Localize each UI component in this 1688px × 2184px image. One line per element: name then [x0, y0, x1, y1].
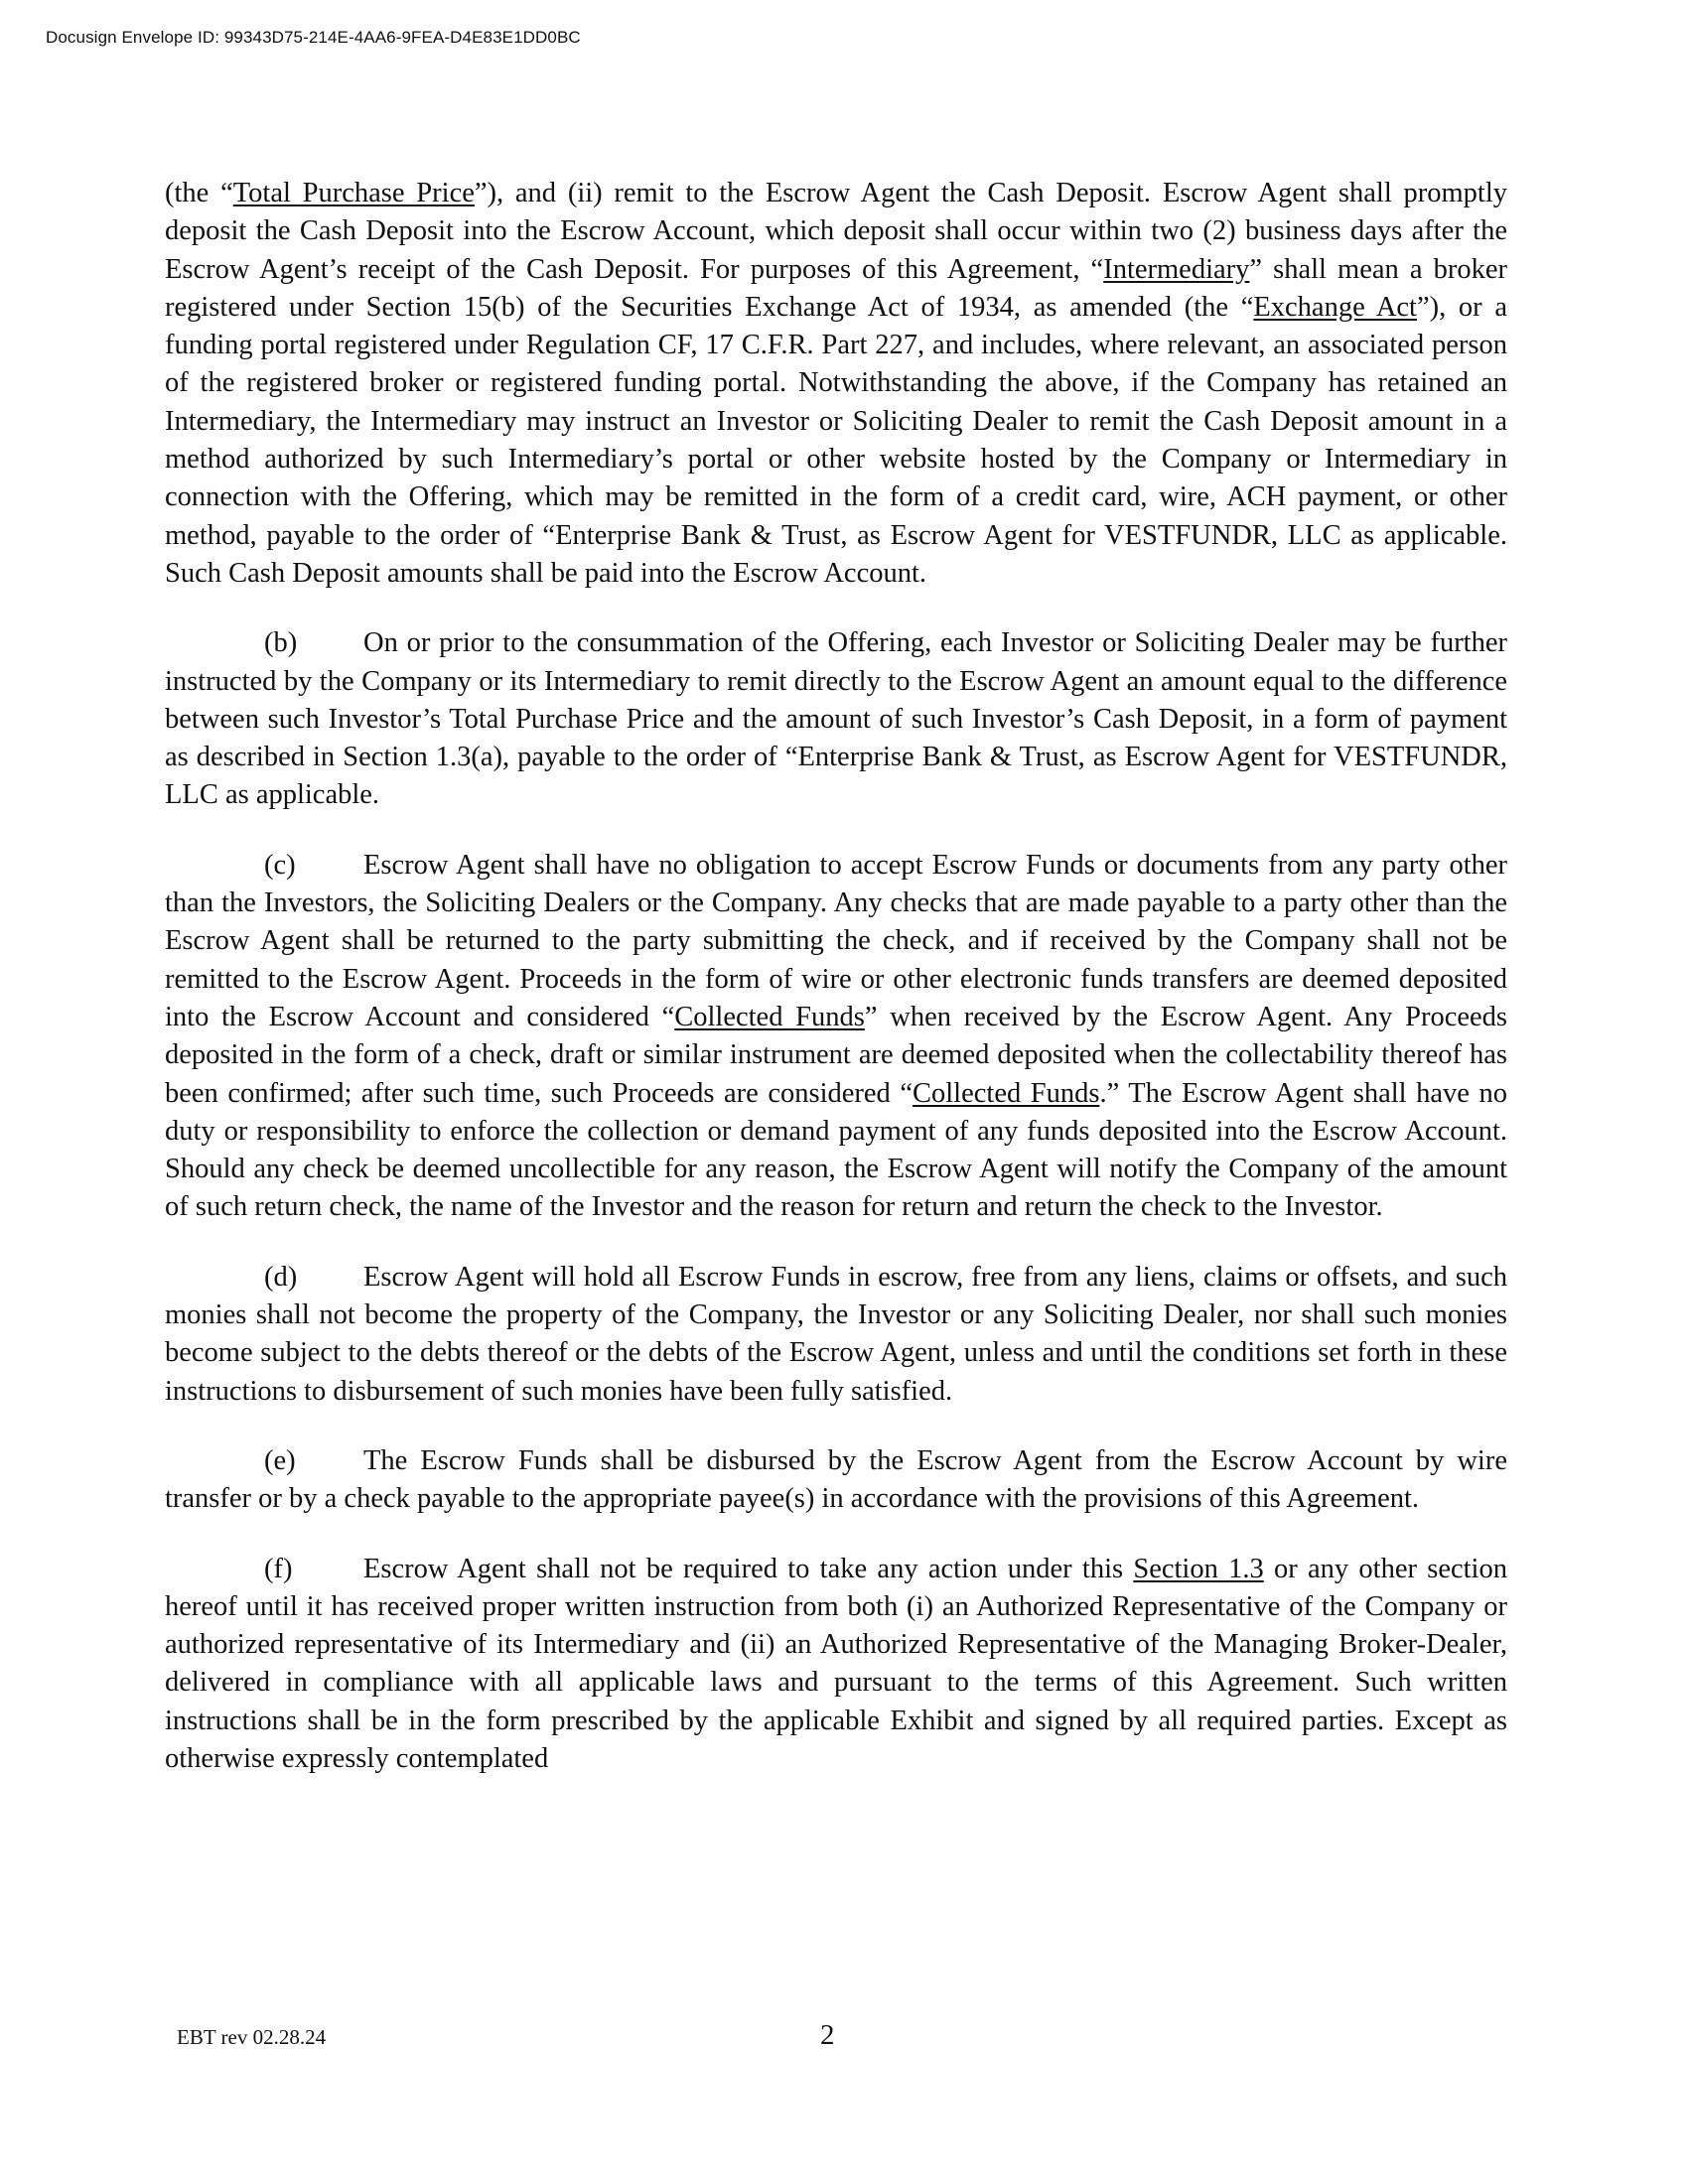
- text-span: Escrow Agent shall have no obligation to accept Escrow Funds or documents from any party other than the Investors, the Soliciting Dealers or the Company. Any checks that are made payable to a party other than the Escrow Agent shall be returned to the party submitting the check, and if received by the Company shall not be remitted to the Escrow Agent. Proceeds in the form of wire or other electronic funds transfers are deemed deposited into the Escrow Account and considered “: [165, 849, 1507, 1032]
- footer-revision: EBT rev 02.28.24: [177, 2025, 327, 2049]
- page-number: 2: [820, 2019, 835, 2051]
- text-span: .” The Escrow Agent shall have no duty or responsibility to enforce the collection or demand payment of any funds deposited into the Escrow Account. Should any check be deemed uncollectible for any reason, the Escrow Agent will notify the Company of the amount of such return check, the name of the Investor and the reason for return and return the check to the Investor.: [165, 1077, 1507, 1223]
- paragraph-a-continuation: [165, 175, 1507, 593]
- defined-term-collected-funds: Collected Funds: [674, 1001, 865, 1032]
- defined-term-intermediary: Intermediary: [1103, 253, 1250, 285]
- clause-label-e: (e): [264, 1444, 296, 1476]
- text-span: ”), and (ii) remit to the Escrow Agent the Cash Deposit. Escrow Agent shall promptly deposit the Cash Deposit into the Escrow Account, which deposit shall occur within two (2) business days after the Escrow Agent’s receipt of the Cash Deposit. For purposes of this Agreement, “: [165, 178, 1507, 285]
- text-span: (the “: [165, 178, 233, 208]
- envelope-id-header: Docusign Envelope ID: 99343D75-214E-4AA6-9FEA-D4E83E1DD0BC: [46, 28, 581, 47]
- text-span: Escrow Agent shall not be required to take any action under this: [363, 1553, 1134, 1584]
- defined-term-total-purchase-price: Total Purchase Price: [232, 178, 475, 208]
- text-span: ” when received by the Escrow Agent. Any Proceeds deposited in the form of a check, draft or similar instrument are deemed deposited when the collectability thereof has been confirmed; after such time, such Proceeds are considered “: [165, 1001, 1507, 1109]
- paragraph-d: [165, 1259, 1507, 1411]
- text-span: ” shall mean a broker registered under Section 15(b) of the Securities Exchange Act of 1934, as amended (the “: [165, 253, 1507, 323]
- paragraph-f: [165, 1551, 1507, 1779]
- clause-label-b: (b): [264, 627, 298, 659]
- document-body: [165, 175, 1507, 1810]
- clause-label-c: (c): [264, 849, 296, 881]
- clause-label-f: (f): [264, 1553, 293, 1584]
- defined-term-collected-funds: Collected Funds: [913, 1077, 1100, 1109]
- text-span: Escrow Agent will hold all Escrow Funds in escrow, free from any liens, claims or offsets, and such monies shall not become the property of the Company, the Investor or any Soliciting Dealer, nor shall such monies become subject to the debts thereof or the debts of the Escrow Agent, unless and until the conditions set forth in these instructions to disbursement of such monies have been fully satisfied.: [165, 1261, 1507, 1407]
- text-span: The Escrow Funds shall be disbursed by the Escrow Agent from the Escrow Account by wire transfer or by a check payable to the appropriate payee(s) in accordance with the provisions of this Agreement.: [165, 1444, 1507, 1515]
- clause-label-d: (d): [264, 1261, 298, 1293]
- text-span: or any other section hereof until it has received proper written instruction from both (i) an Authorized Representative of the Company or authorized representative of its Intermediary and (ii) an Authorized Representative of the Managing Broker-Dealer, delivered in compliance with all applicable laws and pursuant to the terms of this Agreement. Such written instructions shall be in the form prescribed by the applicable Exhibit and signed by all required parties. Except as otherwise expressly contemplated: [165, 1553, 1507, 1774]
- paragraph-b: [165, 624, 1507, 814]
- paragraph-e: [165, 1442, 1507, 1519]
- paragraph-c: [165, 847, 1507, 1227]
- text-span: ”), or a funding portal registered under Regulation CF, 17 C.F.R. Part 227, and includes, where relevant, an associated person of the registered broker or registered funding portal. Notwithstanding the above, if the Company has retained an Intermediary, the Intermediary may instruct an Investor or Soliciting Dealer to remit the Cash Deposit amount in a method authorized by such Intermediary’s portal or other website hosted by the Company or Intermediary in connection with the Offering, which may be remitted in the form of a credit card, wire, ACH payment, or other method, payable to the order of “Enterprise Bank & Trust, as Escrow Agent for VESTFUNDR, LLC as applicable. Such Cash Deposit amounts shall be paid into the Escrow Account.: [165, 291, 1508, 589]
- text-span: On or prior to the consummation of the Offering, each Investor or Soliciting Dealer may be further instructed by the Company or its Intermediary to remit directly to the Escrow Agent an amount equal to the difference between such Investor’s Total Purchase Price and the amount of such Investor’s Cash Deposit, in a form of payment as described in Section 1.3(a), payable to the order of “Enterprise Bank & Trust, as Escrow Agent for VESTFUNDR, LLC as applicable.: [165, 627, 1507, 811]
- section-reference-link: Section 1.3: [1133, 1553, 1264, 1584]
- defined-term-exchange-act: Exchange Act: [1253, 291, 1417, 323]
